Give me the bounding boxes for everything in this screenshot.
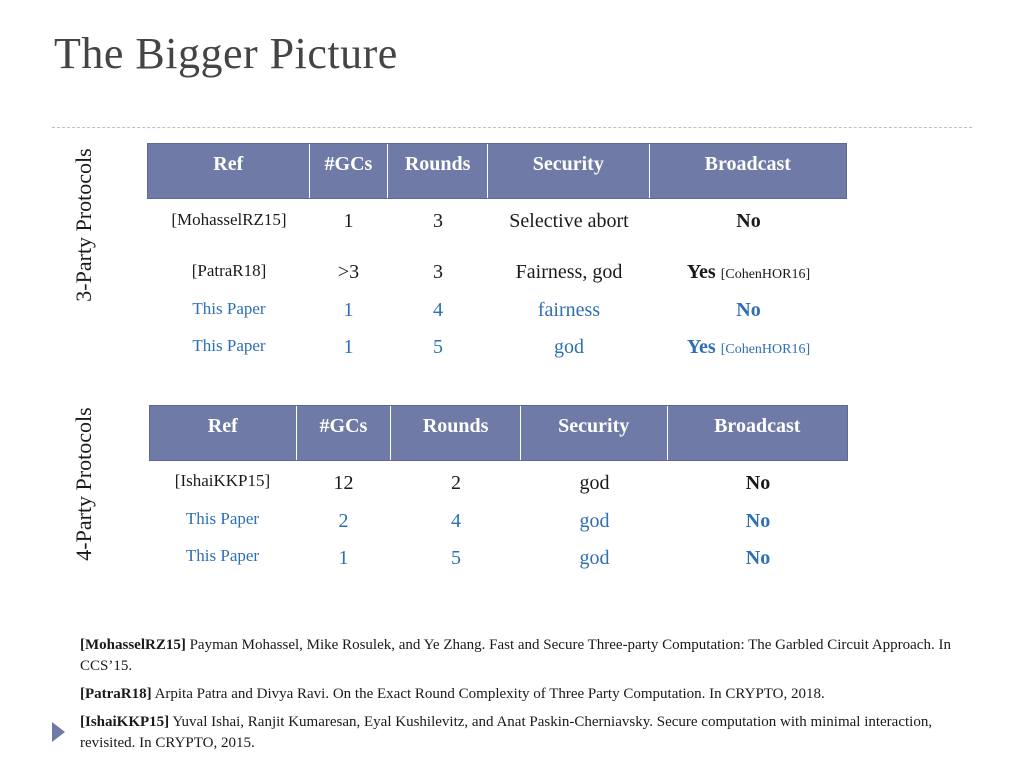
table3-header-broadcast: Broadcast <box>704 153 791 175</box>
table3-row2-citation: [CohenHOR16] <box>720 267 811 282</box>
table3-row4-gcs: 1 <box>343 336 354 358</box>
reference-text: Yuval Ishai, Ranjit Kumaresan, Eyal Kushilevitz, and Anat Paskin-Cherniavsky. Secure computation with minimal interaction, revisited. In CRYPTO, 2015. <box>80 714 933 751</box>
section-label-3-party: 3-Party Protocols <box>71 148 96 302</box>
references <box>80 635 985 761</box>
table3-row3-ref: This Paper <box>192 299 266 318</box>
table3-row3-broadcast: No <box>736 299 761 321</box>
reference-text: Payman Mohassel, Mike Rosulek, and Ye Zhang. Fast and Secure Three-party Computation: The Garbled Circuit Approach. In CCS’15. <box>80 637 951 674</box>
table4-row3-broadcast: No <box>745 547 771 569</box>
table3-row1-security: Selective abort <box>509 210 629 232</box>
table4-row3-ref: This Paper <box>185 546 260 565</box>
table3-header-gcs: #GCs <box>310 144 389 198</box>
slide-title: The Bigger Picture <box>54 29 398 78</box>
table4-row3-gcs: 1 <box>338 547 349 569</box>
table4-header-ref: Ref <box>150 406 297 460</box>
table3-row2-ref: [PatraR18] <box>191 261 267 280</box>
table3-row1-gcs: 1 <box>343 210 354 232</box>
table4-row1-ref: [IshaiKKP15] <box>174 471 271 490</box>
table4-header-security: Security <box>521 406 668 460</box>
table3-row3-gcs: 1 <box>343 299 354 321</box>
reference-patrar18 <box>80 684 985 705</box>
table4-row1-broadcast: No <box>745 472 771 494</box>
table4-row1-security: god <box>579 472 610 494</box>
table4-row3-rounds: 5 <box>451 547 461 569</box>
table3-header-security: Security <box>488 144 650 198</box>
table3-row2-security: Fairness, god <box>515 261 623 283</box>
table3-row1-rounds: 3 <box>433 210 443 232</box>
section-label-4-party: 4-Party Protocols <box>71 407 96 561</box>
table3-row4-security: god <box>554 336 584 358</box>
reference-mohasselrz15 <box>80 635 985 677</box>
table4-row1-gcs: 12 <box>333 472 354 494</box>
table3-row3-rounds: 4 <box>433 299 443 321</box>
table4-header-gcs: #GCs <box>297 406 392 460</box>
table3-row2-gcs: >3 <box>337 261 360 283</box>
table4-row2-ref: This Paper <box>185 509 260 528</box>
reference-text: Arpita Patra and Divya Ravi. On the Exact Round Complexity of Three Party Computation. In CRYPTO, 2018. <box>151 686 825 702</box>
table3-header-ref: Ref <box>148 144 310 198</box>
reference-key: [PatraR18] <box>80 686 152 702</box>
reference-key: [IshaiKKP15] <box>80 714 170 730</box>
table3-header <box>147 143 847 199</box>
table3-row1-ref: [MohasselRZ15] <box>171 210 287 229</box>
reference-ishaikkp15 <box>80 712 985 754</box>
table4-row2-broadcast: No <box>745 510 771 532</box>
table4-row3-security: god <box>579 547 610 569</box>
table4-header-rounds: Rounds <box>391 406 521 460</box>
table3-row4-broadcast-cell <box>650 336 847 359</box>
title-divider <box>52 127 972 128</box>
table3-header-rounds: Rounds <box>388 144 488 198</box>
table4-header <box>149 405 848 461</box>
table3-row4-rounds: 5 <box>433 336 443 358</box>
table4-row1-rounds: 2 <box>451 472 461 494</box>
table3-row1-broadcast: No <box>736 210 761 232</box>
table4-header-broadcast: Broadcast <box>714 415 801 437</box>
table4-row2-gcs: 2 <box>338 510 349 532</box>
table3-row2-rounds: 3 <box>433 261 443 283</box>
table4-row2-rounds: 4 <box>451 510 461 532</box>
play-arrow-icon <box>52 722 65 742</box>
table3-row4-ref: This Paper <box>192 336 266 355</box>
table4-row2-security: god <box>579 510 610 532</box>
table3-row2-broadcast: Yes <box>686 261 716 283</box>
reference-key: [MohasselRZ15] <box>80 637 186 653</box>
table3-row4-citation: [CohenHOR16] <box>720 342 811 357</box>
table3-row2-broadcast-cell <box>650 261 847 284</box>
table3-row4-broadcast: Yes <box>686 336 716 358</box>
table3-row3-security: fairness <box>537 299 601 321</box>
